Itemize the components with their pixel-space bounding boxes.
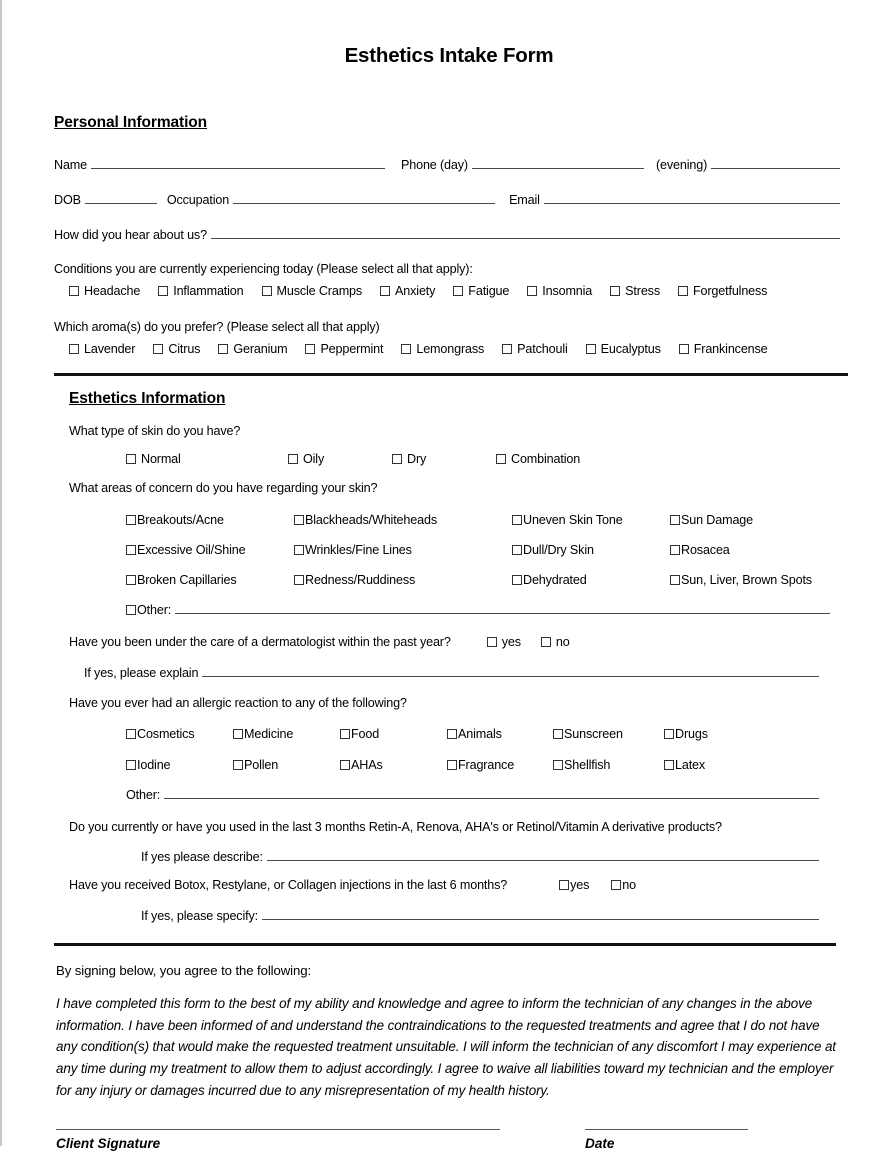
checkbox-box [126,515,136,525]
concern-label: Breakouts/Acne [137,513,224,527]
allergy-other-label: Other: [126,788,161,802]
concerns-checkbox-grid [126,511,844,601]
occupation-input[interactable] [233,190,495,204]
allergy-label: Iodine [137,758,171,772]
client-signature-label: Client Signature [56,1135,161,1151]
agreement-body: I have completed this form to the best of my ability and knowledge and agree to inform the technician of any changes in the above information. I have been informed of and understand the contraindications to the requested treatments and agree that I do not have any condition(s) that would make the requested treatment unsuitable. I will inform the technician of any discomfort I may experience at any time during my treatment to allow them to adjust accordingly. I agree to waive all liabilities toward my technician and the employer for any injury or damages incurred due to any misrepresentation of my health history. [56,996,836,1098]
checkbox-box [288,454,298,464]
dermatologist-explain-row [84,663,823,680]
skin-type-question: What type of skin do you have? [69,424,241,438]
concern-checkbox-sun-liver-brown-spots[interactable] [670,573,812,587]
allergy-checkbox-animals[interactable] [447,727,502,741]
retin-a-describe-label: If yes please describe: [141,850,263,864]
condition-label: Stress [625,284,660,298]
checkbox-box [340,729,350,739]
checkbox-box [512,545,522,555]
phone-day-label: Phone (day) [401,158,468,172]
checkbox-box [502,344,512,354]
concern-checkbox-excessive-oil-shine[interactable] [126,543,245,557]
email-input[interactable] [544,190,840,204]
injections-checkbox-no[interactable] [611,878,636,892]
referral-input[interactable] [211,225,840,239]
allergy-label: Shellfish [564,758,611,772]
occupation-label: Occupation [166,193,230,207]
name-input[interactable] [91,155,385,169]
concern-label: Redness/Ruddiness [305,573,416,587]
dermatologist-explain-label: If yes, please explain [84,666,199,680]
date-line[interactable] [585,1129,748,1130]
conditions-checkbox-group [69,284,844,298]
aroma-label: Peppermint [320,342,384,356]
concern-label: Dehydrated [523,573,587,587]
checkbox-box [496,454,506,464]
allergy-label: Animals [458,727,502,741]
dermatologist-explain-input[interactable] [202,663,819,677]
checkbox-box [527,286,537,296]
concern-checkbox-rosacea[interactable] [670,543,730,557]
condition-label: Inflammation [173,284,244,298]
allergy-label: Pollen [244,758,279,772]
allergy-label: Sunscreen [564,727,623,741]
aroma-label: Geranium [233,342,288,356]
no-label: no [555,635,570,649]
checkbox-box [553,760,563,770]
conditions-question: Conditions you are currently experiencing today (Please select all that apply): [54,262,473,276]
concern-other-label: Other: [137,603,172,617]
client-signature-line[interactable] [56,1129,500,1130]
condition-label: Headache [84,284,141,298]
name-label: Name [54,158,87,172]
aroma-label: Citrus [168,342,201,356]
checkbox-box [153,344,163,354]
aroma-checkbox-geranium[interactable] [218,342,287,356]
condition-label: Anxiety [395,284,436,298]
concern-checkbox-dehydrated[interactable] [512,573,587,587]
checkbox-box [69,344,79,354]
injections-specify-row [141,906,823,923]
section-divider-bottom [54,943,836,946]
aroma-checkbox-peppermint[interactable] [305,342,383,356]
concern-checkbox-dull-dry-skin[interactable] [512,543,594,557]
checkbox-box [664,729,674,739]
allergy-label: Drugs [675,727,708,741]
dermatologist-question: Have you been under the care of a dermatologist within the past year? [69,635,451,649]
skin-type-checkbox-normal[interactable] [126,452,288,466]
concern-checkbox-blackheads-whiteheads[interactable] [294,513,437,527]
allergy-checkbox-fragrance[interactable] [447,758,514,772]
allergy-label: Latex [675,758,706,772]
checkbox-box [126,760,136,770]
client-signature-block [56,1129,500,1151]
allergy-checkbox-latex[interactable] [664,758,705,772]
dob-label: DOB [54,193,81,207]
checkbox-box [512,515,522,525]
checkbox-box [678,286,688,296]
retin-a-describe-row [141,847,823,864]
concern-other-input[interactable] [175,600,830,614]
condition-checkbox-inflammation[interactable] [158,284,243,298]
referral-row [54,225,844,242]
condition-label: Forgetfulness [692,284,768,298]
checkbox-box [586,344,596,354]
checkbox-box [611,880,621,890]
checkbox-box [664,760,674,770]
condition-checkbox-fatigue[interactable] [453,284,509,298]
checkbox-box [126,605,136,615]
skin-type-label: Normal [141,452,181,466]
injections-checkbox-yes[interactable] [559,878,589,892]
condition-checkbox-muscle-cramps[interactable] [262,284,363,298]
dermatologist-checkbox-yes[interactable] [487,635,521,649]
concern-label: Sun Damage [681,513,754,527]
no-label: no [622,878,636,892]
concern-checkbox-breakouts-acne[interactable] [126,513,224,527]
checkbox-box [233,760,243,770]
aroma-label: Eucalyptus [600,342,661,356]
yes-label: yes [570,878,590,892]
checkbox-box [294,515,304,525]
skin-type-label: Dry [407,452,427,466]
section-heading-personal-information: Personal Information [54,114,208,131]
checkbox-box [294,575,304,585]
allergy-checkbox-cosmetics[interactable] [126,727,194,741]
checkbox-box [610,286,620,296]
concern-label: Wrinkles/Fine Lines [305,543,412,557]
checkbox-box [670,575,680,585]
aroma-checkbox-patchouli[interactable] [502,342,567,356]
checkbox-box [218,344,228,354]
concern-checkbox-uneven-skin-tone[interactable] [512,513,623,527]
injections-row [69,878,844,892]
concern-label: Rosacea [681,543,730,557]
allergy-label: Medicine [244,727,294,741]
allergy-checkbox-pollen[interactable] [233,758,278,772]
condition-checkbox-insomnia[interactable] [527,284,592,298]
condition-checkbox-stress[interactable] [610,284,660,298]
aroma-label: Lavender [84,342,136,356]
allergy-label: AHAs [351,758,383,772]
concerns-question: What areas of concern do you have regarding your skin? [69,481,378,495]
skin-type-checkbox-combination[interactable] [496,452,580,466]
injections-specify-input[interactable] [262,906,819,920]
email-label: Email [509,193,540,207]
page-title: Esthetics Intake Form [344,44,554,67]
skin-type-label: Combination [511,452,581,466]
condition-label: Insomnia [542,284,593,298]
concern-checkbox-other[interactable] [126,603,171,617]
condition-checkbox-headache[interactable] [69,284,140,298]
aroma-label: Patchouli [517,342,568,356]
condition-checkbox-anxiety[interactable] [380,284,435,298]
allergy-label: Cosmetics [137,727,195,741]
checkbox-box [126,454,136,464]
checkbox-box [541,637,551,647]
skin-type-checkbox-group [126,452,844,466]
dob-input[interactable] [85,190,157,204]
referral-label: How did you hear about us? [54,228,207,242]
allergy-other-row [126,785,823,802]
concern-label: Blackheads/Whiteheads [305,513,437,527]
phone-evening-label: (evening) [655,158,708,172]
checkbox-box [126,729,136,739]
agreement-intro: By signing below, you agree to the following: [56,963,312,978]
condition-label: Muscle Cramps [276,284,363,298]
dermatologist-checkbox-no[interactable] [541,635,570,649]
section-heading-esthetics-information: Esthetics Information [69,390,226,407]
checkbox-box [158,286,168,296]
checkbox-box [126,575,136,585]
concern-label: Broken Capillaries [137,573,237,587]
concern-checkbox-wrinkles-fine-lines[interactable] [294,543,412,557]
allergy-checkbox-iodine[interactable] [126,758,170,772]
dermatologist-row [69,635,844,649]
checkbox-box [401,344,411,354]
retin-a-question: Do you currently or have you used in the last 3 months Retin-A, Renova, AHA's or Retinol/Vitamin A derivative products? [69,820,722,834]
skin-type-checkbox-oily[interactable] [288,452,392,466]
checkbox-box [340,760,350,770]
checkbox-box [233,729,243,739]
date-label: Date [585,1135,615,1151]
aroma-label: Frankincense [693,342,768,356]
concern-label: Sun, Liver, Brown Spots [681,573,812,587]
retin-a-describe-input[interactable] [267,847,819,861]
checkbox-box [670,545,680,555]
aroma-label: Lemongrass [416,342,485,356]
dob-occupation-email-row [54,190,844,207]
checkbox-box [294,545,304,555]
allergy-label: Fragrance [458,758,515,772]
checkbox-box [305,344,315,354]
aroma-question: Which aroma(s) do you prefer? (Please select all that apply) [54,320,380,334]
concern-checkbox-sun-damage[interactable] [670,513,753,527]
phone-day-input[interactable] [472,155,644,169]
injections-specify-label: If yes, please specify: [141,909,258,923]
yes-label: yes [501,635,521,649]
allergy-label: Food [351,727,380,741]
allergy-checkbox-drugs[interactable] [664,727,708,741]
injections-question: Have you received Botox, Restylane, or Collagen injections in the last 6 months? [69,878,508,892]
aroma-checkbox-lemongrass[interactable] [401,342,484,356]
concern-label: Dull/Dry Skin [523,543,594,557]
allergy-question: Have you ever had an allergic reaction to any of the following? [69,696,407,710]
concern-label: Uneven Skin Tone [523,513,623,527]
checkbox-box [512,575,522,585]
skin-type-label: Oily [303,452,325,466]
checkbox-box [453,286,463,296]
checkbox-box [262,286,272,296]
allergy-checkbox-grid [126,725,844,787]
signature-area [56,1129,844,1151]
allergy-checkbox-medicine[interactable] [233,727,293,741]
allergy-checkbox-ahas[interactable] [340,758,383,772]
date-block [585,1129,748,1151]
aroma-checkbox-eucalyptus[interactable] [586,342,661,356]
condition-checkbox-forgetfulness[interactable] [678,284,767,298]
checkbox-box [487,637,497,647]
name-phone-row [54,155,844,172]
concern-checkbox-redness-ruddiness[interactable] [294,573,415,587]
checkbox-box [380,286,390,296]
allergy-checkbox-food[interactable] [340,727,379,741]
condition-label: Fatigue [468,284,510,298]
checkbox-box [126,545,136,555]
skin-type-checkbox-dry[interactable] [392,452,496,466]
phone-evening-input[interactable] [711,155,840,169]
checkbox-box [392,454,402,464]
checkbox-box [559,880,569,890]
aroma-checkbox-group [69,342,844,356]
checkbox-box [69,286,79,296]
checkbox-box [679,344,689,354]
aroma-checkbox-frankincense[interactable] [679,342,768,356]
concern-checkbox-broken-capillaries[interactable] [126,573,237,587]
checkbox-box [553,729,563,739]
concerns-other-row [126,600,834,617]
aroma-checkbox-citrus[interactable] [153,342,200,356]
aroma-checkbox-lavender[interactable] [69,342,135,356]
checkbox-box [447,729,457,739]
allergy-checkbox-shellfish[interactable] [553,758,610,772]
allergy-other-input[interactable] [164,785,819,799]
checkbox-box [447,760,457,770]
checkbox-box [670,515,680,525]
concern-label: Excessive Oil/Shine [137,543,246,557]
allergy-checkbox-sunscreen[interactable] [553,727,623,741]
section-divider-top [54,373,848,376]
